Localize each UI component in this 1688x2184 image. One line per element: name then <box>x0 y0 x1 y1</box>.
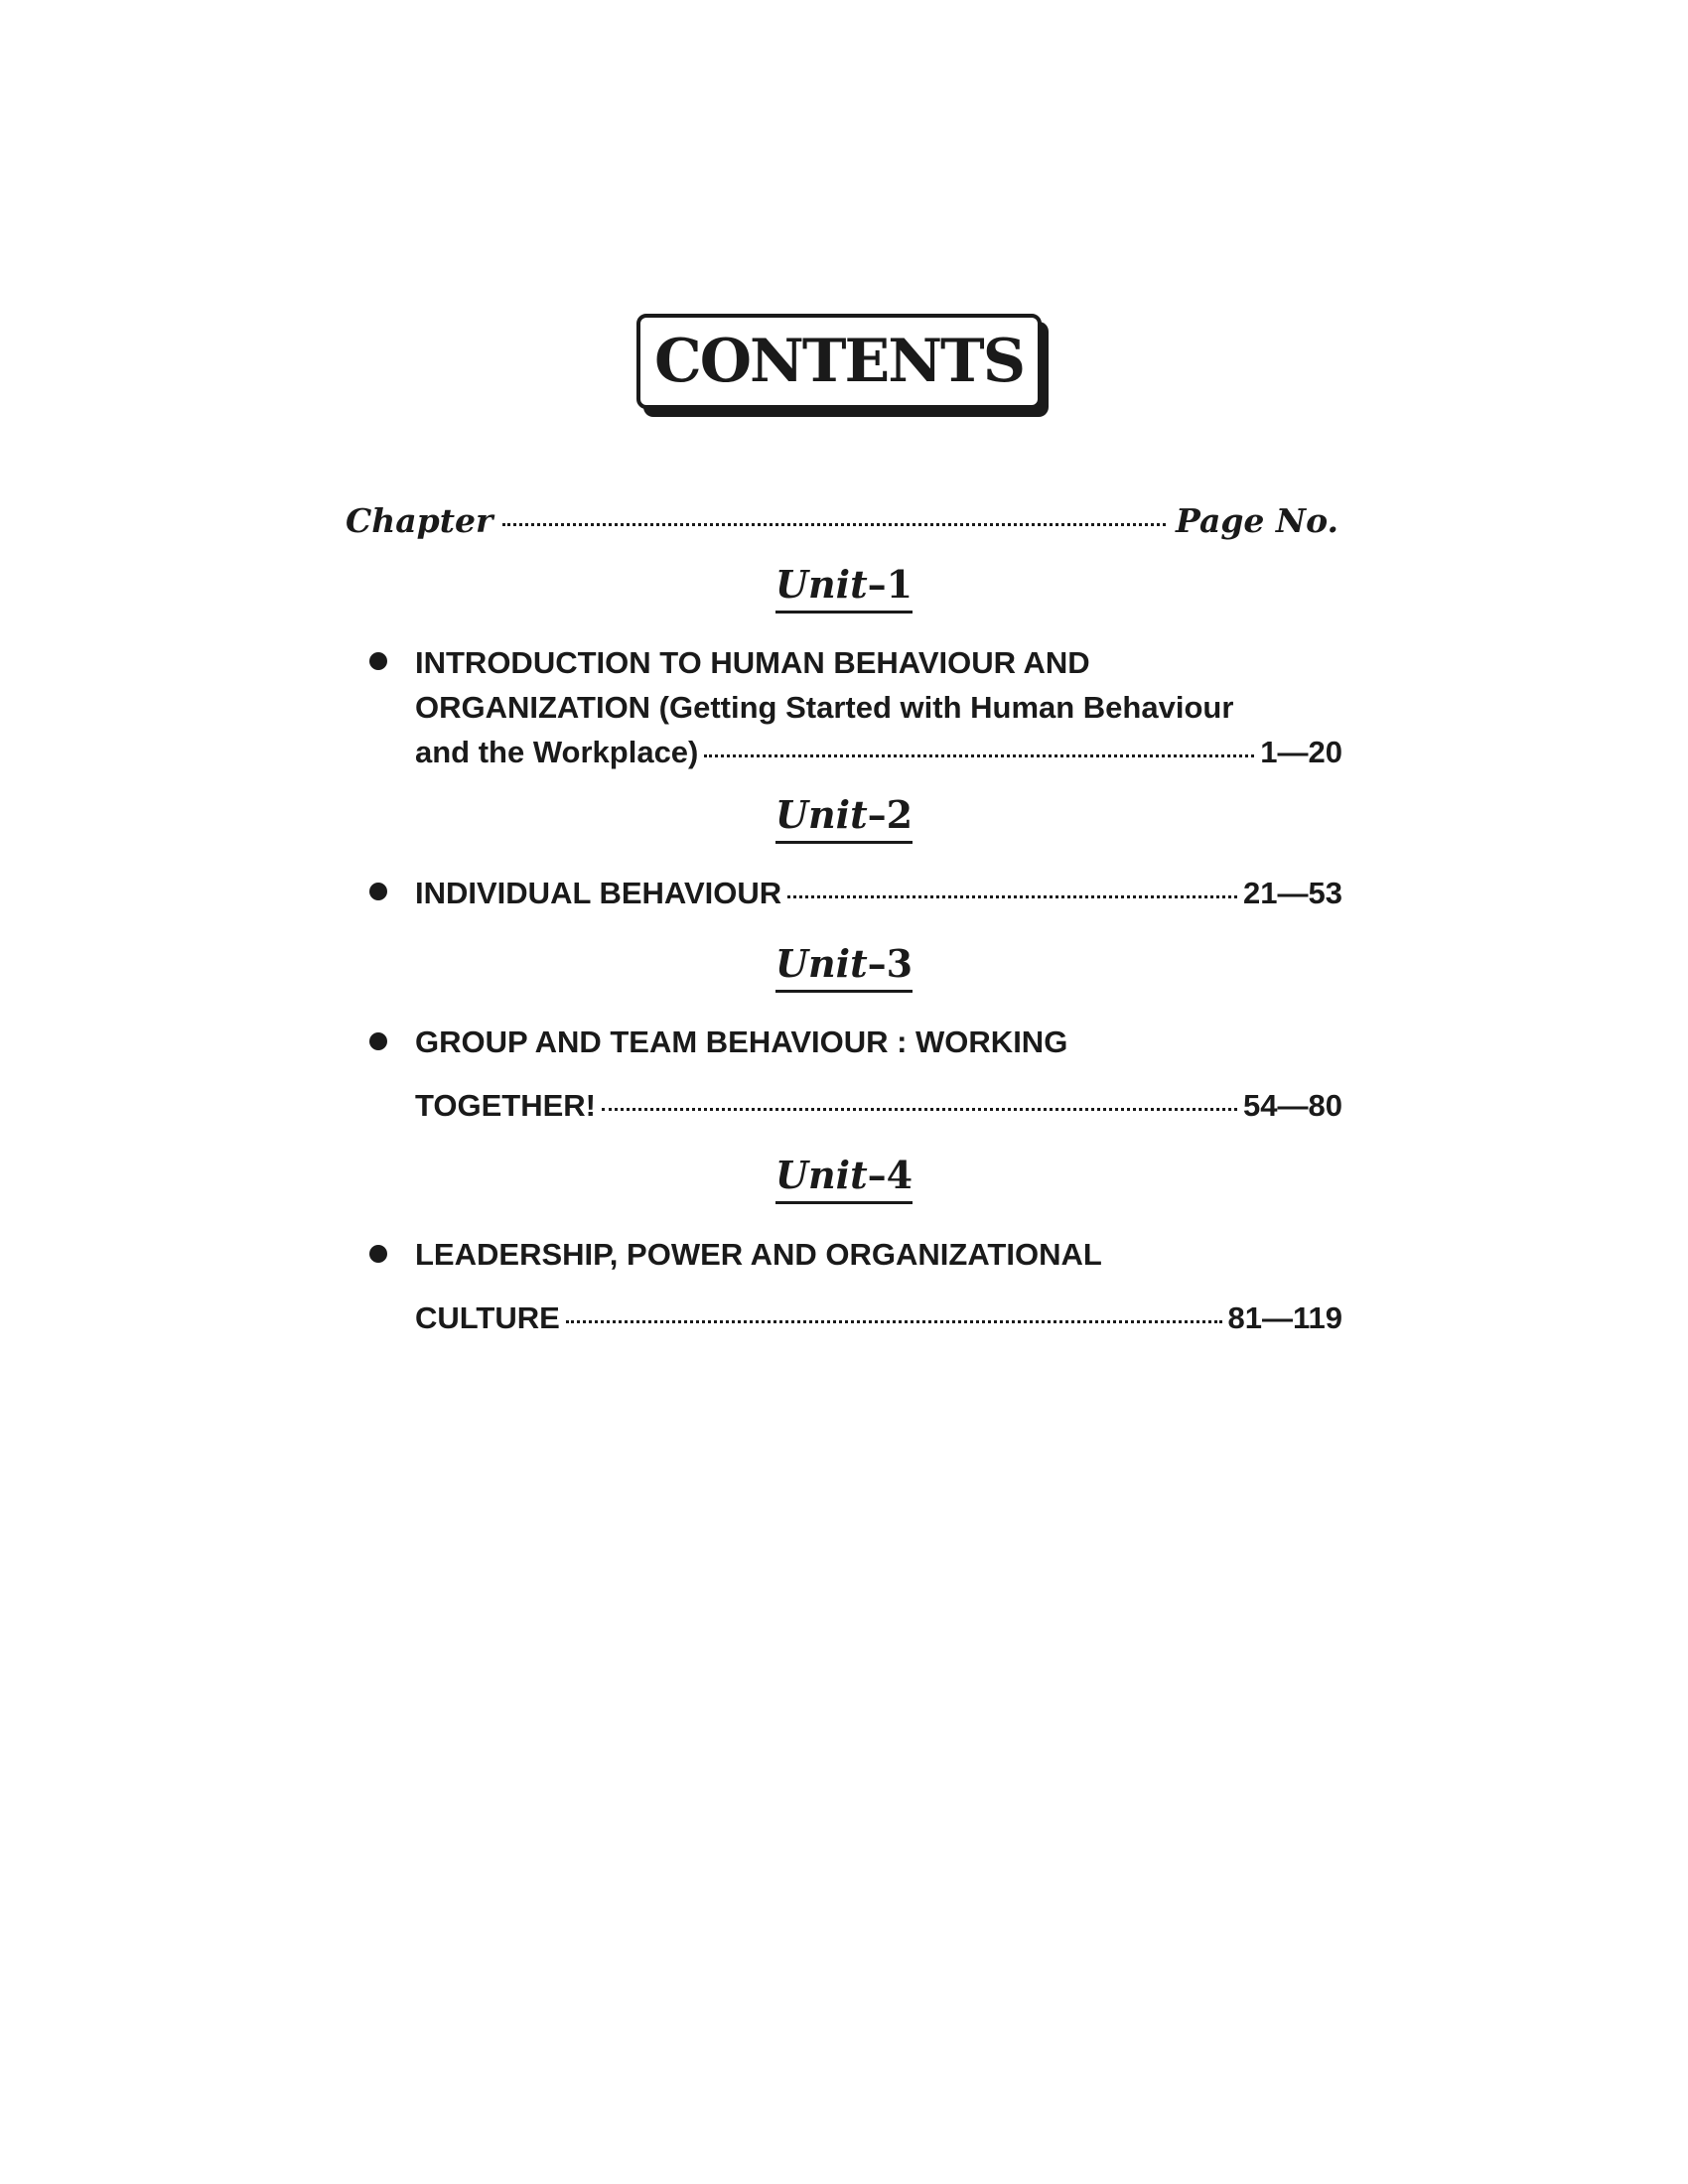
toc-entry-4[interactable] <box>369 1232 1342 1341</box>
bullet-icon <box>369 1245 387 1263</box>
toc-entry-2[interactable] <box>369 871 1342 920</box>
entry-line: GROUP AND TEAM BEHAVIOUR : WORKING <box>415 1024 1068 1059</box>
entry-line: LEADERSHIP, POWER AND ORGANIZATIONAL <box>415 1237 1102 1272</box>
leader-dots <box>602 1108 1237 1111</box>
unit-heading-1: Unit–1 <box>0 562 1688 614</box>
entry-title-end: TOGETHER! <box>415 1088 596 1123</box>
entry-pages: 21—53 <box>1243 876 1342 910</box>
entry-title-end: CULTURE <box>415 1300 560 1335</box>
entry-pages: 81—119 <box>1227 1300 1342 1335</box>
contents-title-box <box>636 314 1042 409</box>
entry-line: INTRODUCTION TO HUMAN BEHAVIOUR AND <box>415 645 1090 680</box>
entry-title-end: INDIVIDUAL BEHAVIOUR <box>415 876 782 910</box>
entry-pages: 54—80 <box>1243 1088 1342 1123</box>
bullet-icon <box>369 1032 387 1050</box>
toc-header-row <box>346 501 1338 540</box>
unit-heading-2: Unit–2 <box>0 792 1688 844</box>
entry-pages: 1—20 <box>1260 735 1342 769</box>
toc-entry-3[interactable] <box>369 1020 1342 1129</box>
entry-line: ORGANIZATION (Getting Started with Human Behaviour <box>415 690 1234 725</box>
unit-heading-3: Unit–3 <box>0 941 1688 993</box>
toc-entry-1[interactable] <box>369 640 1342 789</box>
entry-last-line <box>415 730 1342 774</box>
unit-heading-4: Unit–4 <box>0 1153 1688 1204</box>
bullet-icon <box>369 652 387 670</box>
entry-last-line <box>415 1287 1342 1350</box>
leader-dots <box>502 523 1166 526</box>
bullet-icon <box>369 883 387 900</box>
page-title: CONTENTS <box>653 327 1025 396</box>
leader-dots <box>787 895 1237 898</box>
entry-last-line <box>415 1074 1342 1138</box>
leader-dots <box>566 1320 1222 1323</box>
chapter-column-label: Chapter <box>346 501 493 540</box>
page-column-label: Page No. <box>1176 501 1338 540</box>
entry-last-line <box>415 871 1342 915</box>
leader-dots <box>704 754 1254 757</box>
entry-title-end: and the Workplace) <box>415 735 699 769</box>
